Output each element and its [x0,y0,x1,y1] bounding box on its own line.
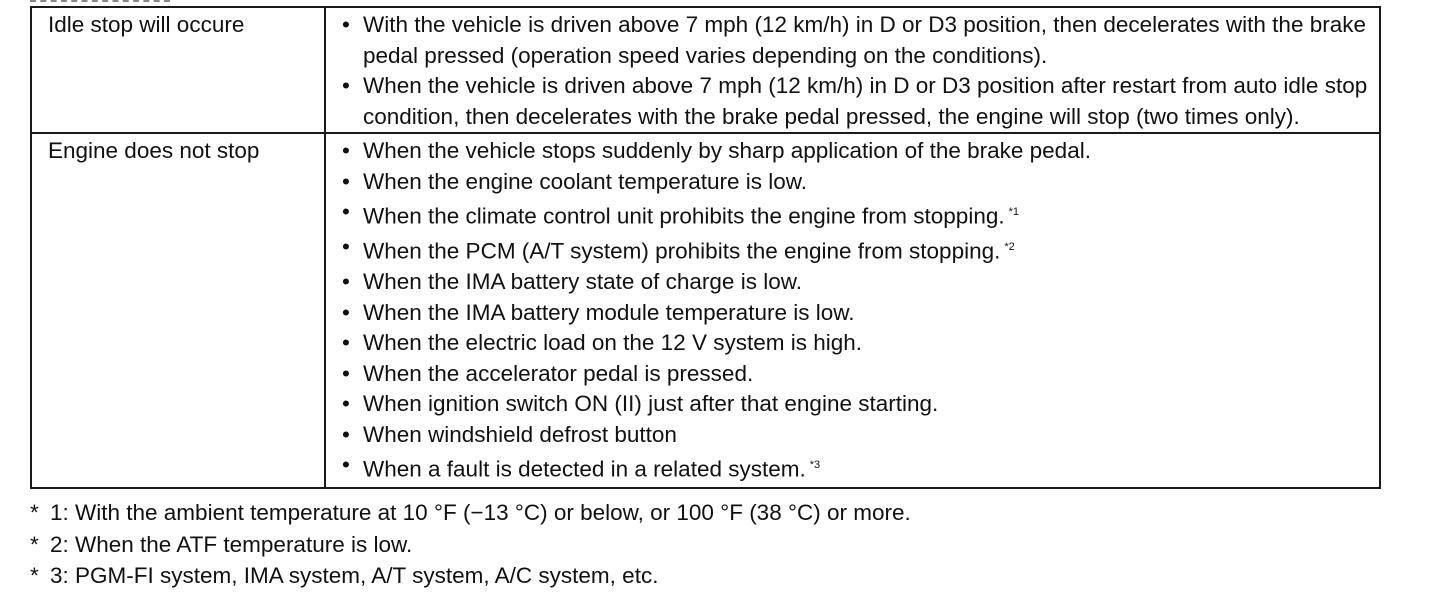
footnote-mark: * [30,563,39,588]
list-item: • When the electric load on the 12 V system is high. [342,328,1371,359]
description-cell [325,7,1380,133]
list-item: • When the vehicle is driven above 7 mph (12 km/h) in D or D3 position after restart from auto idle stop condition, then decelerates with the brake pedal pressed, the engine will stop (two times only). [342,71,1371,132]
table-row-idle-stop [31,7,1380,133]
list-item: • With the vehicle is driven above 7 mph (12 km/h) in D or D3 position, then decelerates with the brake pedal pressed (operation speed varies depending on the conditions). [342,10,1371,71]
list-item: • When windshield defrost button [342,420,1371,451]
condition-label: Idle stop will occure [48,12,245,37]
condition-cell [31,7,325,133]
footnote-mark: * [30,500,39,525]
footnote-1 [30,497,911,529]
footnote-text: 3: PGM-FI system, IMA system, A/T system, A/C system, etc. [50,563,659,588]
footnote-3 [30,560,911,592]
list-item: • When a fault is detected in a related system. $^{*3}$ [342,450,1371,485]
top-dashed-rule [30,0,170,2]
list-item: • When the accelerator pedal is pressed. [342,359,1371,390]
footnote-ref: *3 [809,459,821,471]
bullet-list [326,134,1379,487]
idle-stop-conditions-table [30,6,1381,489]
footnotes [30,497,911,592]
footnote-ref: *1 [1008,206,1020,218]
description-cell [325,133,1380,488]
list-item: • When the vehicle stops suddenly by sharp application of the brake pedal. [342,136,1371,167]
list-item: • When the IMA battery module temperature is low. [342,298,1371,329]
list-item: • When the engine coolant temperature is low. [342,167,1371,198]
list-item: • When the IMA battery state of charge is low. [342,267,1371,298]
bullet-list [326,8,1379,132]
footnote-ref: *2 [1004,241,1015,253]
condition-cell [31,133,325,488]
footnote-2 [30,529,911,561]
list-item: • When the PCM (A/T system) prohibits the engine from stopping. $^{*2}$ [342,232,1371,267]
footnote-mark: * [30,531,39,557]
list-item: • When ignition switch ON (II) just after that engine starting. [342,389,1371,420]
footnote-text: 2: When the ATF temperature is low. [50,531,413,557]
footnote-text: 1: With the ambient temperature at 10 °F (−13 °C) or below, or 100 °F (38 °C) or more. [50,500,911,525]
table-row-engine-does-not-stop [31,133,1380,488]
condition-label: Engine does not stop [48,138,260,163]
list-item: • When the climate control unit prohibits the engine from stopping. $^{*1}$ [342,197,1371,232]
